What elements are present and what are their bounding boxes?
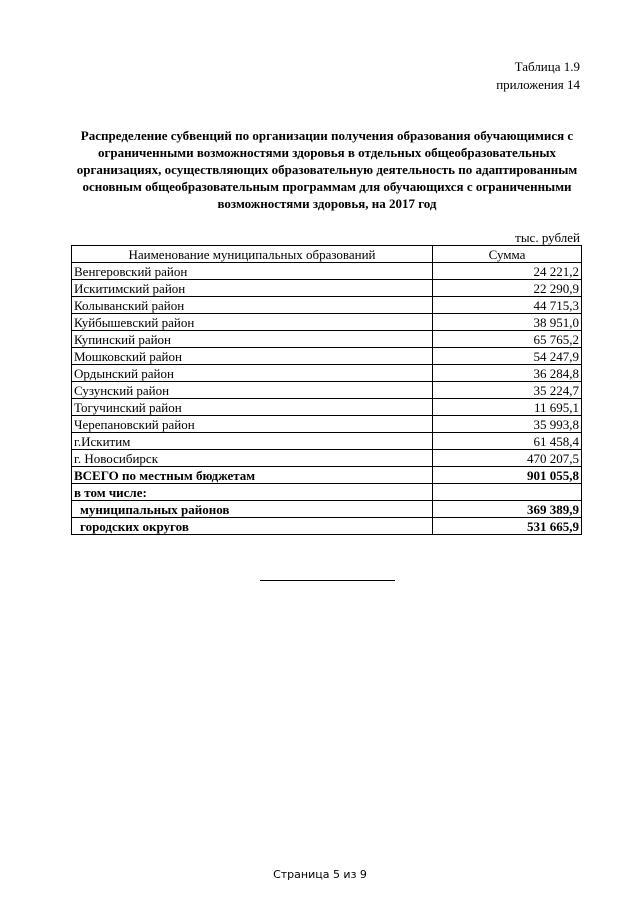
document-title: Распределение субвенций по организации получения образования обучающимися с ограниченными возможностями здоровья в отдельных общеобразовательных организациях, осуществляющих образовательную деятельность по адаптированным основным общеобразовательным программам для обучающихся с ограниченными возможностями здоровья, на 2017 год [76,128,578,211]
row-value: 61 458,4 [433,433,582,450]
subtotal-label: городских округов [72,518,433,535]
row-value: 35 224,7 [433,382,582,399]
row-value: 38 951,0 [433,314,582,331]
table-row [72,263,582,280]
including-value [433,484,582,501]
row-value: 22 290,9 [433,280,582,297]
table-row [72,314,582,331]
subtotal-row [72,501,582,518]
table-row [72,382,582,399]
column-header-sum: Сумма [433,246,582,263]
table-row [72,416,582,433]
table-row [72,331,582,348]
subtotal-value: 369 389,9 [433,501,582,518]
row-name: Мошковский район [72,348,433,365]
row-name: г.Искитим [72,433,433,450]
row-name: г. Новосибирск [72,450,433,467]
table-reference [496,58,580,94]
subtotal-value: 531 665,9 [433,518,582,535]
row-value: 470 207,5 [433,450,582,467]
table-row [72,399,582,416]
row-value: 24 221,2 [433,263,582,280]
row-value: 11 695,1 [433,399,582,416]
total-value: 901 055,8 [433,467,582,484]
table-row [72,450,582,467]
row-name: Искитимский район [72,280,433,297]
table-row [72,348,582,365]
subsidy-table [71,245,582,535]
row-name: Тогучинский район [72,399,433,416]
table-row [72,280,582,297]
row-name: Черепановский район [72,416,433,433]
total-row [72,467,582,484]
row-value: 35 993,8 [433,416,582,433]
row-name: Купинский район [72,331,433,348]
appendix-reference: приложения 14 [496,77,580,92]
row-name: Куйбышевский район [72,314,433,331]
column-header-name: Наименование муниципальных образований [72,246,433,263]
row-value: 36 284,8 [433,365,582,382]
table-row [72,365,582,382]
row-value: 65 765,2 [433,331,582,348]
table-number: Таблица 1.9 [514,59,580,74]
row-value: 44 715,3 [433,297,582,314]
row-name: Колыванский район [72,297,433,314]
including-label: в том числе: [72,484,433,501]
table-header-row [72,246,582,263]
subtotal-label: муниципальных районов [72,501,433,518]
subtotal-row [72,518,582,535]
row-value: 54 247,9 [433,348,582,365]
row-name: Ордынский район [72,365,433,382]
table-row [72,433,582,450]
units-label: тыс. рублей [515,230,580,245]
row-name: Венгеровский район [72,263,433,280]
including-row [72,484,582,501]
total-label: ВСЕГО по местным бюджетам [72,467,433,484]
page-number: Страница 5 из 9 [273,868,367,881]
row-name: Сузунский район [72,382,433,399]
end-divider [260,580,395,581]
table-row [72,297,582,314]
